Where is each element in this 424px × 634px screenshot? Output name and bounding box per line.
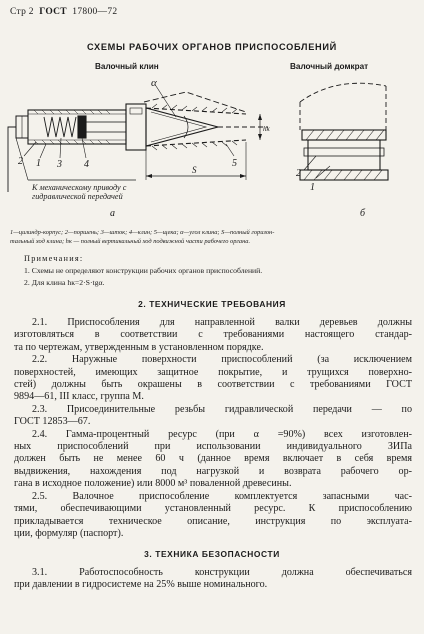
text-line: 2.4. Гамма-процентный ресурс (при α =90%) всех изготовлен- (32, 428, 412, 440)
figure-a-caption: а (110, 208, 115, 219)
text-line: тями, обеспечивающими установленный ресурс. К приспособлению (14, 503, 412, 515)
text-line: 2.1. Приспособления для направленной валки деревьев должны (32, 317, 412, 328)
standard-label: ГОСТ (39, 7, 67, 17)
wedge-schematic (6, 72, 274, 224)
text-line: ции, формуляр (паспорт). (14, 527, 124, 539)
legend-line: тальный ход клина; hк — полный вертикальный ход подвижной части рабочего органа. (10, 238, 251, 245)
figure-title: СХЕМЫ РАБОЧИХ ОРГАНОВ ПРИСПОСОБЛЕНИЙ (87, 42, 337, 52)
stroke-symbol: S (192, 165, 197, 175)
text-line: прикладывается техническое описание, инструкция по эксплуата- (14, 515, 412, 527)
notes-heading: Примечания: (24, 254, 84, 263)
section-2-heading: 2. ТЕХНИЧЕСКИЕ ТРЕБОВАНИЯ (138, 299, 286, 309)
text-line: 3.1. Работоспособность конструкции должна обеспечиваться (32, 567, 412, 578)
drive-note-line1: К механическому приводу с (32, 183, 127, 192)
text-line: ГОСТ 12853—67. (14, 416, 91, 428)
jack-upper-plate (302, 130, 386, 140)
section-3-heading: 3. ТЕХНИКА БЕЗОПАСНОСТИ (144, 549, 280, 559)
callout-5: 5 (232, 158, 237, 169)
jack-schematic (286, 72, 416, 224)
figure-b-caption: б (360, 208, 366, 219)
cylinder-body (28, 110, 126, 144)
standard-number: 17800—72 (72, 7, 118, 17)
callout-4: 4 (84, 159, 89, 170)
text-line: та по чертежам, утвержденным в установленном порядке. (14, 341, 264, 353)
text-line: 2.5. Валочное приспособление комплектуется запасными час- (32, 490, 412, 502)
text-line: 9894—61, III класс, группа М. (14, 391, 144, 403)
figure-legend (10, 228, 414, 246)
callout-2: 1 (36, 158, 41, 169)
drive-note-line2: гидравлической передачей (32, 192, 123, 201)
text-line: должен быть не менее 60 ч (данное время включает в себя время (14, 453, 412, 465)
jack-piston (304, 148, 384, 156)
callout-1: 2 (18, 156, 23, 167)
legend-line: 1—цилиндр-корпус; 2—поршень; 3—шток; 4—клин; 5—щека; α—угол клина; S—полный горизон- (10, 229, 275, 236)
wedge-label: Валочный клин (95, 62, 159, 71)
piston (78, 116, 86, 138)
jack-callout-2: 2 (296, 168, 301, 179)
callout-3: 3 (57, 159, 62, 170)
note-item: 1. Схемы не определяют конструкции рабочих органов приспособлений. (24, 266, 263, 275)
jack-callout-1: 1 (310, 182, 315, 193)
text-line: стей) должны быть окрашены в соответствии с требованиями ГОСТ (14, 379, 412, 391)
note-item: 2. Для клина hк=2·S·tgα. (24, 278, 105, 287)
text-line: изготовляться в соответствии с требованиями настоящего стандар- (14, 329, 412, 341)
text-line: выдвижения, нахождения под нагрузкой и возврата рабочего ор- (14, 465, 412, 477)
text-line: ных приспособлений при использовании индивидуального ЗИПа (14, 441, 412, 453)
page-number: Стр 2 (10, 7, 34, 17)
text-line: при давлении в гидросистеме на 25% выше номинального. (14, 579, 268, 591)
jack-lower-plate (300, 170, 388, 180)
text-line: 2.2. Наружные поверхности приспособлений (за исключением (32, 354, 412, 366)
section-3-body (14, 567, 412, 592)
text-line: гана в исходное положение) или 8000 м³ поваленной древесины. (14, 478, 292, 490)
head-block (126, 104, 146, 150)
lift-symbol: hк (263, 125, 270, 133)
text-line: поверхностей, имеющих защитное покрытие, и трущихся поверхно- (14, 366, 412, 378)
section-2-body (14, 317, 412, 540)
jack-label: Валочный домкрат (290, 62, 369, 71)
angle-symbol: α (151, 77, 157, 89)
page-header (10, 7, 117, 17)
text-line: 2.3. Присоединительные резьбы гидравлической передачи — по (32, 403, 412, 415)
spring (44, 117, 76, 137)
